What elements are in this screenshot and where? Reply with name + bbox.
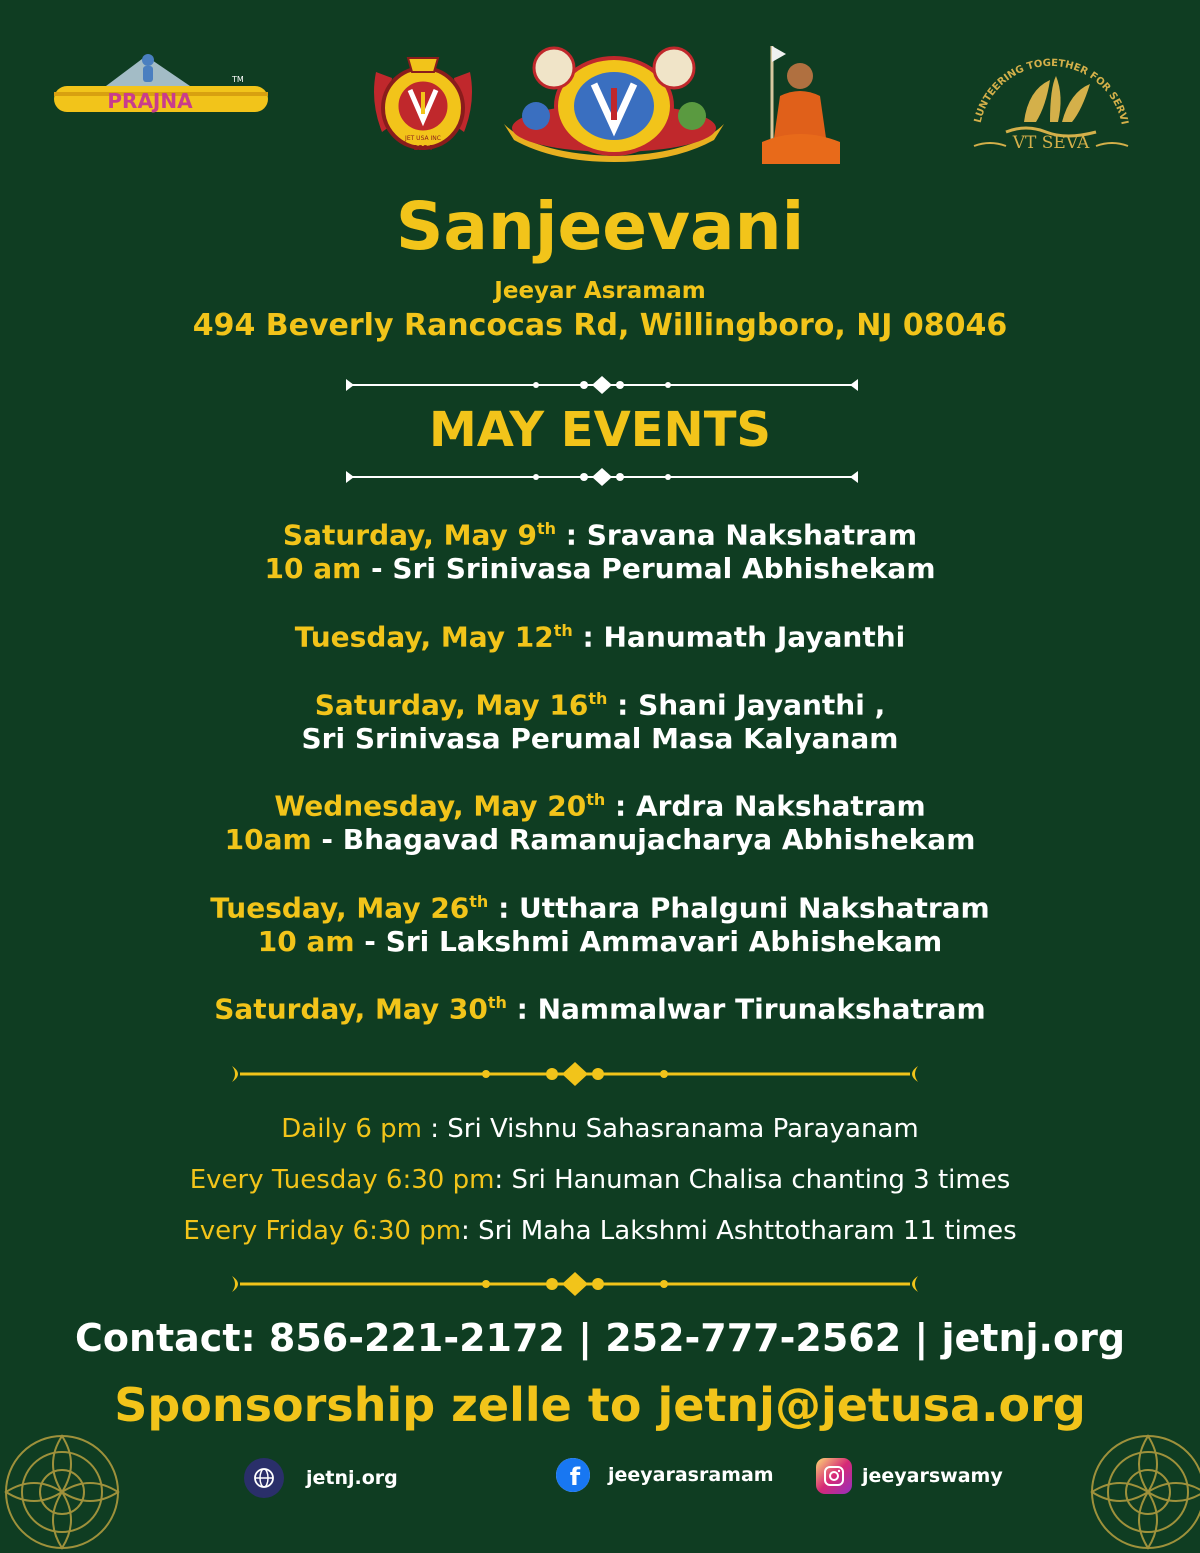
svg-text:1994: 1994 bbox=[413, 144, 433, 152]
contact-line: Contact: 856-221-2172 | 252-777-2562 | jetnj.org bbox=[74, 1316, 1126, 1360]
globe-icon bbox=[244, 1458, 284, 1498]
prajna-logo bbox=[50, 48, 272, 118]
svg-text:PRAJNA: PRAJNA bbox=[107, 89, 193, 113]
instagram-icon bbox=[816, 1458, 852, 1494]
vishnu-emblem bbox=[494, 44, 734, 162]
svg-text:JET USA INC: JET USA INC bbox=[405, 135, 441, 142]
event-item: Saturday, May 30th : Nammalwar Tirunakshatram bbox=[214, 992, 986, 1026]
swamiji-image bbox=[756, 42, 844, 166]
svg-text:VOLUNTEERING TOGETHER FOR SERV: LUNTEERING TOGETHER FOR SERVI bbox=[972, 57, 1130, 126]
recurring-item: Every Friday 6:30 pm: Sri Maha Lakshmi Ashttotharam 11 times bbox=[183, 1216, 1017, 1246]
social-website[interactable] bbox=[244, 1458, 398, 1498]
ornamental-divider-gold-bottom bbox=[230, 1270, 920, 1298]
event-item: Wednesday, May 20th : Ardra Nakshatram 10am - Bhagavad Ramanujacharya Abhishekam bbox=[224, 789, 976, 857]
svg-text:VT SEVA: VT SEVA bbox=[1012, 133, 1090, 153]
month-heading: MAY EVENTS bbox=[429, 402, 771, 458]
social-instagram[interactable] bbox=[816, 1458, 1003, 1494]
svg-text:TM: TM bbox=[232, 75, 244, 84]
event-item: Tuesday, May 12th : Hanumath Jayanthi bbox=[294, 620, 906, 654]
venue-address: 494 Beverly Rancocas Rd, Willingboro, NJ 08046 bbox=[192, 308, 1008, 343]
mandala-right-icon bbox=[1068, 1410, 1200, 1553]
social-facebook[interactable] bbox=[556, 1458, 774, 1492]
ornamental-divider-mid bbox=[344, 466, 860, 488]
facebook-icon bbox=[556, 1458, 590, 1492]
instagram-handle[interactable]: jeeyarswamy bbox=[862, 1465, 1003, 1487]
venue-name: Jeeyar Asramam bbox=[494, 278, 706, 304]
mandala-left-icon bbox=[0, 1412, 140, 1553]
event-item: Tuesday, May 26th : Utthara Phalguni Nakshatram 10 am - Sri Lakshmi Ammavari Abhishekam bbox=[210, 891, 990, 959]
vt-seva-logo bbox=[966, 40, 1136, 162]
page-title: Sanjeevani bbox=[395, 188, 805, 265]
recurring-item: Every Tuesday 6:30 pm: Sri Hanuman Chalisa chanting 3 times bbox=[189, 1165, 1011, 1195]
event-item: Saturday, May 9th : Sravana Nakshatram 10 am - Sri Srinivasa Perumal Abhishekam bbox=[264, 518, 936, 586]
sponsorship-line: Sponsorship zelle to jetnj@jetusa.org bbox=[114, 1378, 1086, 1432]
ornamental-divider-gold bbox=[230, 1060, 920, 1088]
recurring-item: Daily 6 pm : Sri Vishnu Sahasranama Parayanam bbox=[281, 1114, 919, 1144]
event-item: Saturday, May 16th : Shani Jayanthi , Sri Srinivasa Perumal Masa Kalyanam bbox=[301, 688, 899, 756]
website-link[interactable]: jetnj.org bbox=[306, 1467, 398, 1489]
jet-seal-logo bbox=[370, 52, 476, 160]
ornamental-divider-top bbox=[344, 374, 860, 396]
svg-text:f: f bbox=[569, 1463, 581, 1491]
facebook-handle[interactable]: jeeyarasramam bbox=[608, 1464, 774, 1486]
